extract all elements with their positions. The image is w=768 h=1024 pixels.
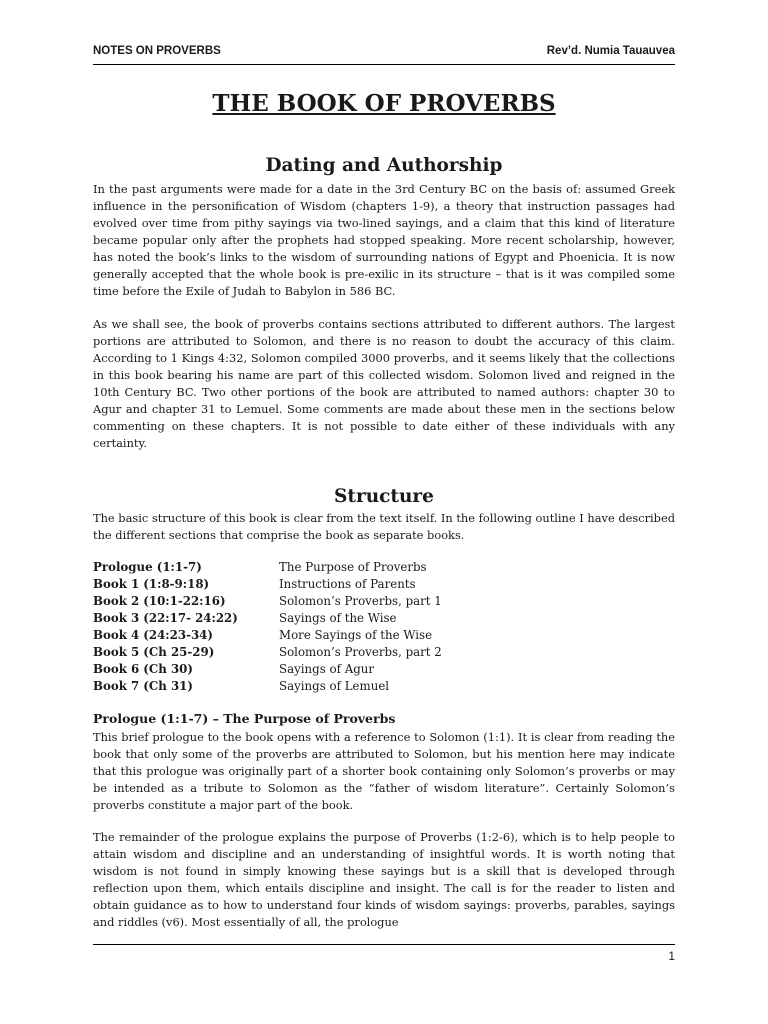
structure-outline (93, 559, 675, 695)
outline-section: Book 2 (10:1-22:16) (93, 594, 226, 608)
outline-name: More Sayings of the Wise (279, 628, 433, 642)
paragraph-dating-2: As we shall see, the book of proverbs contains sections attributed to different authors. The largest portions are attributed to Solomon, and there is no reason to doubt the accuracy of this claim. According to 1 Kings 4:32, Solomon compiled 3000 proverbs, and it seems likely that the collections in this book bearing his name are part of this collected wisdom. Solomon lived and reigned in the 10th Century BC. Two other portions of the book are attributed to named authors: chapter 30 to Agur and chapter 31 to Lemuel. Some comments are made about these men in the sections below commenting on these chapters. It is not possible to date either of these individuals with any certainty. (93, 317, 675, 450)
outline-section: Book 1 (1:8-9:18) (93, 577, 210, 591)
page-number: 1 (668, 949, 675, 963)
section-heading-structure: Structure (334, 486, 434, 507)
outline-row (93, 576, 675, 593)
outline-name: Sayings of Agur (279, 662, 375, 676)
paragraph-prologue-1: This brief prologue to the book opens with a reference to Solomon (1:1). It is clear from reading the book that only some of the proverbs are attributed to Solomon, but his mention here may indicate that this prologue was originally part of a shorter book containing only Solomon’s proverbs or may be intended as a tribute to Solomon as the “father of wisdom literature”. Certainly Solomon’s proverbs constitute a major part of the book. (93, 730, 675, 812)
paragraph-dating-1: In the past arguments were made for a date in the 3rd Century BC on the basis of: assumed Greek influence in the personification of Wisdom (chapters 1-9), a theory that instruction passages had evolved over time from pithy sayings via two-lined sayings, and a claim that this kind of literature became popular only after the prophets had stopped speaking. More recent scholarship, however, has noted the book’s links to the wisdom of surrounding nations of Egypt and Phoenicia. It is now generally accepted that the whole book is pre-exilic in its structure – that is it was compiled some time before the Exile of Judah to Babylon in 586 BC. (93, 182, 675, 298)
outline-section: Book 5 (Ch 25-29) (93, 645, 215, 659)
outline-row (93, 559, 675, 576)
header-title: NOTES ON PROVERBS (93, 45, 221, 57)
outline-name: The Purpose of Proverbs (279, 560, 427, 574)
outline-row (93, 644, 675, 661)
outline-section: Book 3 (22:17- 24:22) (93, 611, 238, 625)
outline-section: Book 6 (Ch 30) (93, 662, 193, 676)
outline-name: Sayings of Lemuel (279, 679, 390, 693)
outline-name: Instructions of Parents (279, 577, 416, 591)
paragraph-prologue-2: The remainder of the prologue explains the purpose of Proverbs (1:2-6), which is to help people to attain wisdom and discipline and an understanding of insightful words. It is worth noting that wisdom is not found in simply knowing these sayings but is a skill that is developed through reflection upon them, which entails discipline and insight. The call is for the reader to listen and obtain guidance as to how to understand four kinds of wisdom sayings: proverbs, parables, sayings and riddles (v6). Most essentially of all, the prologue (93, 830, 675, 929)
outline-row (93, 593, 675, 610)
outline-row (93, 678, 675, 695)
page-header (93, 42, 675, 65)
outline-section: Book 4 (24:23-34) (93, 628, 213, 642)
paragraph-structure-intro: The basic structure of this book is clear from the text itself. In the following outline I have described the different sections that comprise the book as separate books. (93, 511, 675, 542)
outline-row (93, 661, 675, 678)
document-title: THE BOOK OF PROVERBS (212, 90, 556, 117)
section-heading-dating: Dating and Authorship (265, 155, 503, 176)
outline-name: Sayings of the Wise (279, 611, 397, 625)
outline-name: Solomon’s Proverbs, part 1 (279, 594, 442, 608)
outline-section: Book 7 (Ch 31) (93, 679, 193, 693)
document-page (93, 0, 675, 1024)
header-author: Rev’d. Numia Tauauvea (546, 45, 675, 57)
subsection-heading-prologue: Prologue (1:1-7) – The Purpose of Proverbs (93, 711, 396, 726)
footer-divider (93, 944, 675, 945)
outline-section: Prologue (1:1-7) (93, 560, 202, 574)
outline-row (93, 610, 675, 627)
outline-name: Solomon’s Proverbs, part 2 (279, 645, 442, 659)
outline-row (93, 627, 675, 644)
